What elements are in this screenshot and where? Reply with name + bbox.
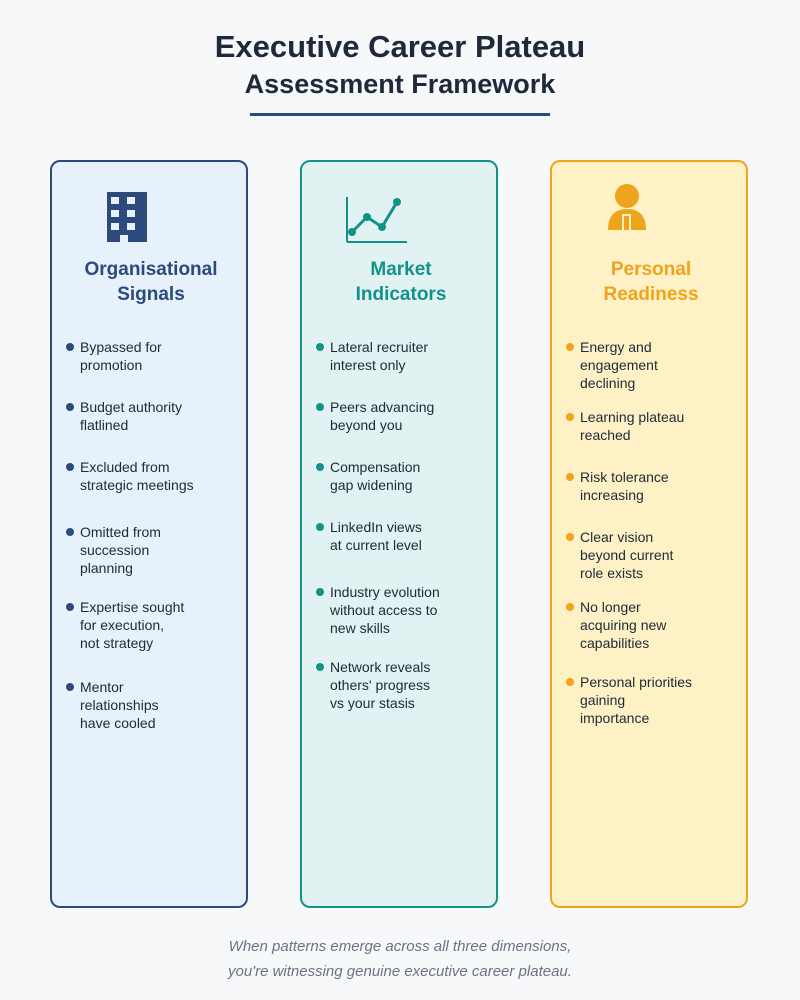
person-icon xyxy=(552,172,750,252)
bullet-dot xyxy=(566,533,574,541)
list-item-line: Omitted from xyxy=(80,524,161,540)
card-title: Personal Readiness xyxy=(603,259,699,305)
list-item-line: at current level xyxy=(330,537,422,553)
list-item-line: Excluded from xyxy=(80,459,170,475)
list-item-line: without access to xyxy=(330,602,438,618)
list-item xyxy=(580,468,740,504)
bullet-dot xyxy=(66,343,74,351)
bullet-dot xyxy=(316,588,324,596)
list-item xyxy=(580,598,740,652)
list-item-line: Compensation xyxy=(330,459,421,475)
list-item xyxy=(330,398,490,434)
list-item-line: others' progress xyxy=(330,677,430,693)
bullet-dot xyxy=(566,678,574,686)
list-item xyxy=(330,338,490,374)
list-item-line: Lateral recruiter xyxy=(330,339,429,355)
bullet-dot xyxy=(566,603,574,611)
list-item-line: role exists xyxy=(580,565,644,581)
list-item-line: relationships xyxy=(80,697,159,713)
list-item-line: Budget authority xyxy=(80,399,182,415)
card-organisational-signals xyxy=(50,160,248,908)
card-title: Organisational Signals xyxy=(84,259,218,305)
list-item xyxy=(80,678,240,732)
list-item-line: Mentor xyxy=(80,679,124,695)
list-item xyxy=(580,673,740,727)
bullet-dot xyxy=(66,603,74,611)
bullet-dot xyxy=(316,463,324,471)
card-title: Market Indicators xyxy=(355,259,447,305)
list-item xyxy=(80,523,240,577)
bullet-dot xyxy=(316,343,324,351)
list-item xyxy=(80,398,240,434)
list-item-line: Industry evolution xyxy=(330,584,440,600)
list-item-line: beyond you xyxy=(330,417,403,433)
bullet-dot xyxy=(316,403,324,411)
list-item-line: Personal priorities xyxy=(580,674,693,690)
list-item-line: have cooled xyxy=(80,715,156,731)
list-item-line: capabilities xyxy=(580,635,650,651)
list-item-line: reached xyxy=(580,427,631,443)
card-personal-readiness xyxy=(550,160,748,908)
list-item-line: Learning plateau xyxy=(580,409,685,425)
list-item xyxy=(80,458,240,494)
footer-note: When patterns emerge across all three dimensions, you're witnessing genuine executive career plateau. xyxy=(228,938,572,980)
list-item xyxy=(80,598,240,652)
list-item xyxy=(580,408,740,444)
list-item-line: planning xyxy=(80,560,133,576)
page-subtitle: Assessment Framework xyxy=(244,69,556,99)
list-item-line: LinkedIn views xyxy=(330,519,422,535)
bullet-dot xyxy=(316,663,324,671)
bullet-dot xyxy=(66,528,74,536)
list-item-line: gaining xyxy=(580,692,626,708)
list-item-line: not strategy xyxy=(80,635,154,651)
list-item-line: acquiring new xyxy=(580,617,667,633)
list-item xyxy=(330,518,490,554)
list-item-line: engagement xyxy=(580,357,658,373)
building-icon xyxy=(52,172,250,252)
list-item xyxy=(580,528,740,582)
list-item-line: Network reveals xyxy=(330,659,431,675)
list-item-line: promotion xyxy=(80,357,143,373)
line-chart-icon xyxy=(302,172,500,252)
list-item-line: declining xyxy=(580,375,636,391)
bullet-dot xyxy=(566,413,574,421)
bullet-dot xyxy=(66,403,74,411)
page-title: Executive Career Plateau xyxy=(214,29,586,64)
list-item-line: interest only xyxy=(330,357,406,373)
list-item xyxy=(330,458,490,494)
bullet-dot xyxy=(66,463,74,471)
bullet-dot xyxy=(566,343,574,351)
bullet-dot xyxy=(316,523,324,531)
list-item-line: increasing xyxy=(580,487,644,503)
list-item-line: No longer xyxy=(580,599,641,615)
list-item-line: Energy and xyxy=(580,339,652,355)
list-item-line: Bypassed for xyxy=(80,339,162,355)
list-item-line: beyond current xyxy=(580,547,674,563)
list-item xyxy=(330,658,490,712)
list-item xyxy=(580,338,740,392)
bullet-dot xyxy=(566,473,574,481)
list-item-line: gap widening xyxy=(330,477,413,493)
list-item-line: flatlined xyxy=(80,417,129,433)
list-item-line: Peers advancing xyxy=(330,399,435,415)
list-item-line: Clear vision xyxy=(580,529,654,545)
list-item-line: vs your stasis xyxy=(330,695,415,711)
list-item-line: importance xyxy=(580,710,650,726)
list-item-line: for execution, xyxy=(80,617,165,633)
title-underline xyxy=(250,113,550,116)
list-item xyxy=(330,583,490,637)
card-market-indicators xyxy=(300,160,498,908)
list-item-line: succession xyxy=(80,542,150,558)
list-item-line: Risk tolerance xyxy=(580,469,669,485)
list-item xyxy=(80,338,240,374)
list-item-line: strategic meetings xyxy=(80,477,194,493)
bullet-dot xyxy=(66,683,74,691)
list-item-line: Expertise sought xyxy=(80,599,185,615)
list-item-line: new skills xyxy=(330,620,390,636)
